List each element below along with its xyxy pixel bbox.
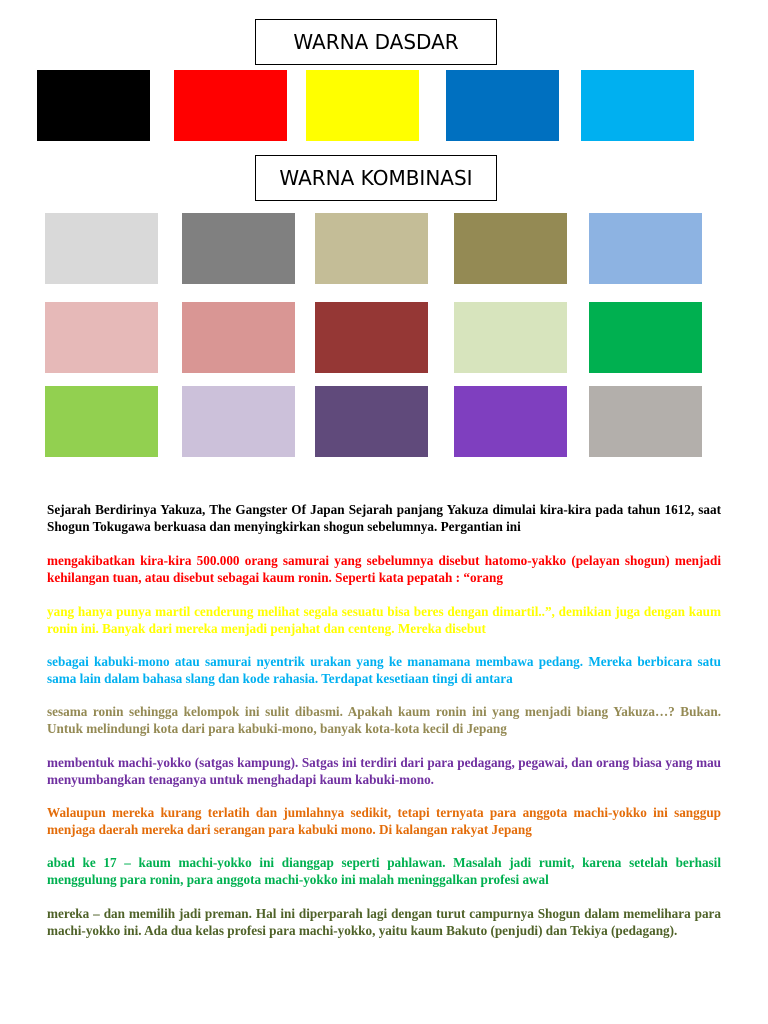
paragraph: abad ke 17 – kaum machi-yokko ini dianggap seperti pahlawan. Masalah jadi rumit, karena setelah berhasil menggulung para ronin, para anggota machi-yokko ini malah meninggalkan profesi awal	[47, 855, 721, 887]
combination-colors-heading: WARNA KOMBINASI	[255, 155, 497, 201]
combination-swatch	[454, 213, 567, 284]
basic-swatch-blue	[446, 70, 559, 141]
combination-swatch	[182, 386, 295, 457]
combination-swatch	[182, 213, 295, 284]
combination-swatch	[315, 386, 428, 457]
paragraph: mereka – dan memilih jadi preman. Hal ini diperparah lagi dengan turut campurnya Shogun dalam memelihara para machi-yokko ini. Ada dua kelas profesi para machi-yokko, yaitu kaum Bakuto (penjudi) dan Tekiya (pedagang).	[47, 906, 721, 938]
basic-swatch-yellow	[306, 70, 419, 141]
paragraph: Sejarah Berdirinya Yakuza, The Gangster Of Japan Sejarah panjang Yakuza dimulai kira-kira pada tahun 1612, saat Shogun Tokugawa berkuasa dan menyingkirkan shogun sebelumnya. Pergantian ini	[47, 502, 721, 534]
combination-swatch	[454, 302, 567, 373]
combination-swatch	[45, 213, 158, 284]
basic-swatch-light-blue	[581, 70, 694, 141]
combination-swatch	[589, 213, 702, 284]
basic-swatch-black	[37, 70, 150, 141]
combination-swatch	[315, 213, 428, 284]
paragraph: mengakibatkan kira-kira 500.000 orang samurai yang sebelumnya disebut hatomo-yakko (pelayan shogun) menjadi kehilangan tuan, atau disebut sebagai kaum ronin. Seperti kata pepatah : “orang	[47, 553, 721, 585]
combination-swatch	[315, 302, 428, 373]
combination-swatch	[182, 302, 295, 373]
combination-swatch	[589, 302, 702, 373]
combination-swatch	[454, 386, 567, 457]
paragraph: Walaupun mereka kurang terlatih dan jumlahnya sedikit, tetapi ternyata para anggota machi-yokko ini sanggup menjaga daerah mereka dari serangan para kabuki mono. Di kalangan rakyat Jepang	[47, 805, 721, 837]
paragraph: sebagai kabuki-mono atau samurai nyentrik urakan yang ke manamana membawa pedang. Mereka berbicara satu sama lain dalam bahasa slang dan kode rahasia. Terdapat kesetiaan tingi di antara	[47, 654, 721, 686]
combination-swatch	[589, 386, 702, 457]
paragraph: sesama ronin sehingga kelompok ini sulit dibasmi. Apakah kaum ronin ini yang menjadi biang Yakuza…? Bukan. Untuk melindungi kota dari para kabuki-mono, banyak kota-kota kecil di Jepang	[47, 704, 721, 736]
paragraph: membentuk machi-yokko (satgas kampung). Satgas ini terdiri dari para pedagang, pegawai, dan orang biasa yang mau menyumbangkan tenaganya untuk menghadapi kaum kabuki-mono.	[47, 755, 721, 787]
basic-colors-heading: WARNA DASDAR	[255, 19, 497, 65]
basic-swatch-red	[174, 70, 287, 141]
combination-swatch	[45, 386, 158, 457]
combination-swatch	[45, 302, 158, 373]
paragraph: yang hanya punya martil cenderung melihat segala sesuatu bisa beres dengan dimartil..”, demikian juga dengan kaum ronin ini. Banyak dari mereka menjadi penjahat dan centeng. Mereka disebut	[47, 604, 721, 636]
